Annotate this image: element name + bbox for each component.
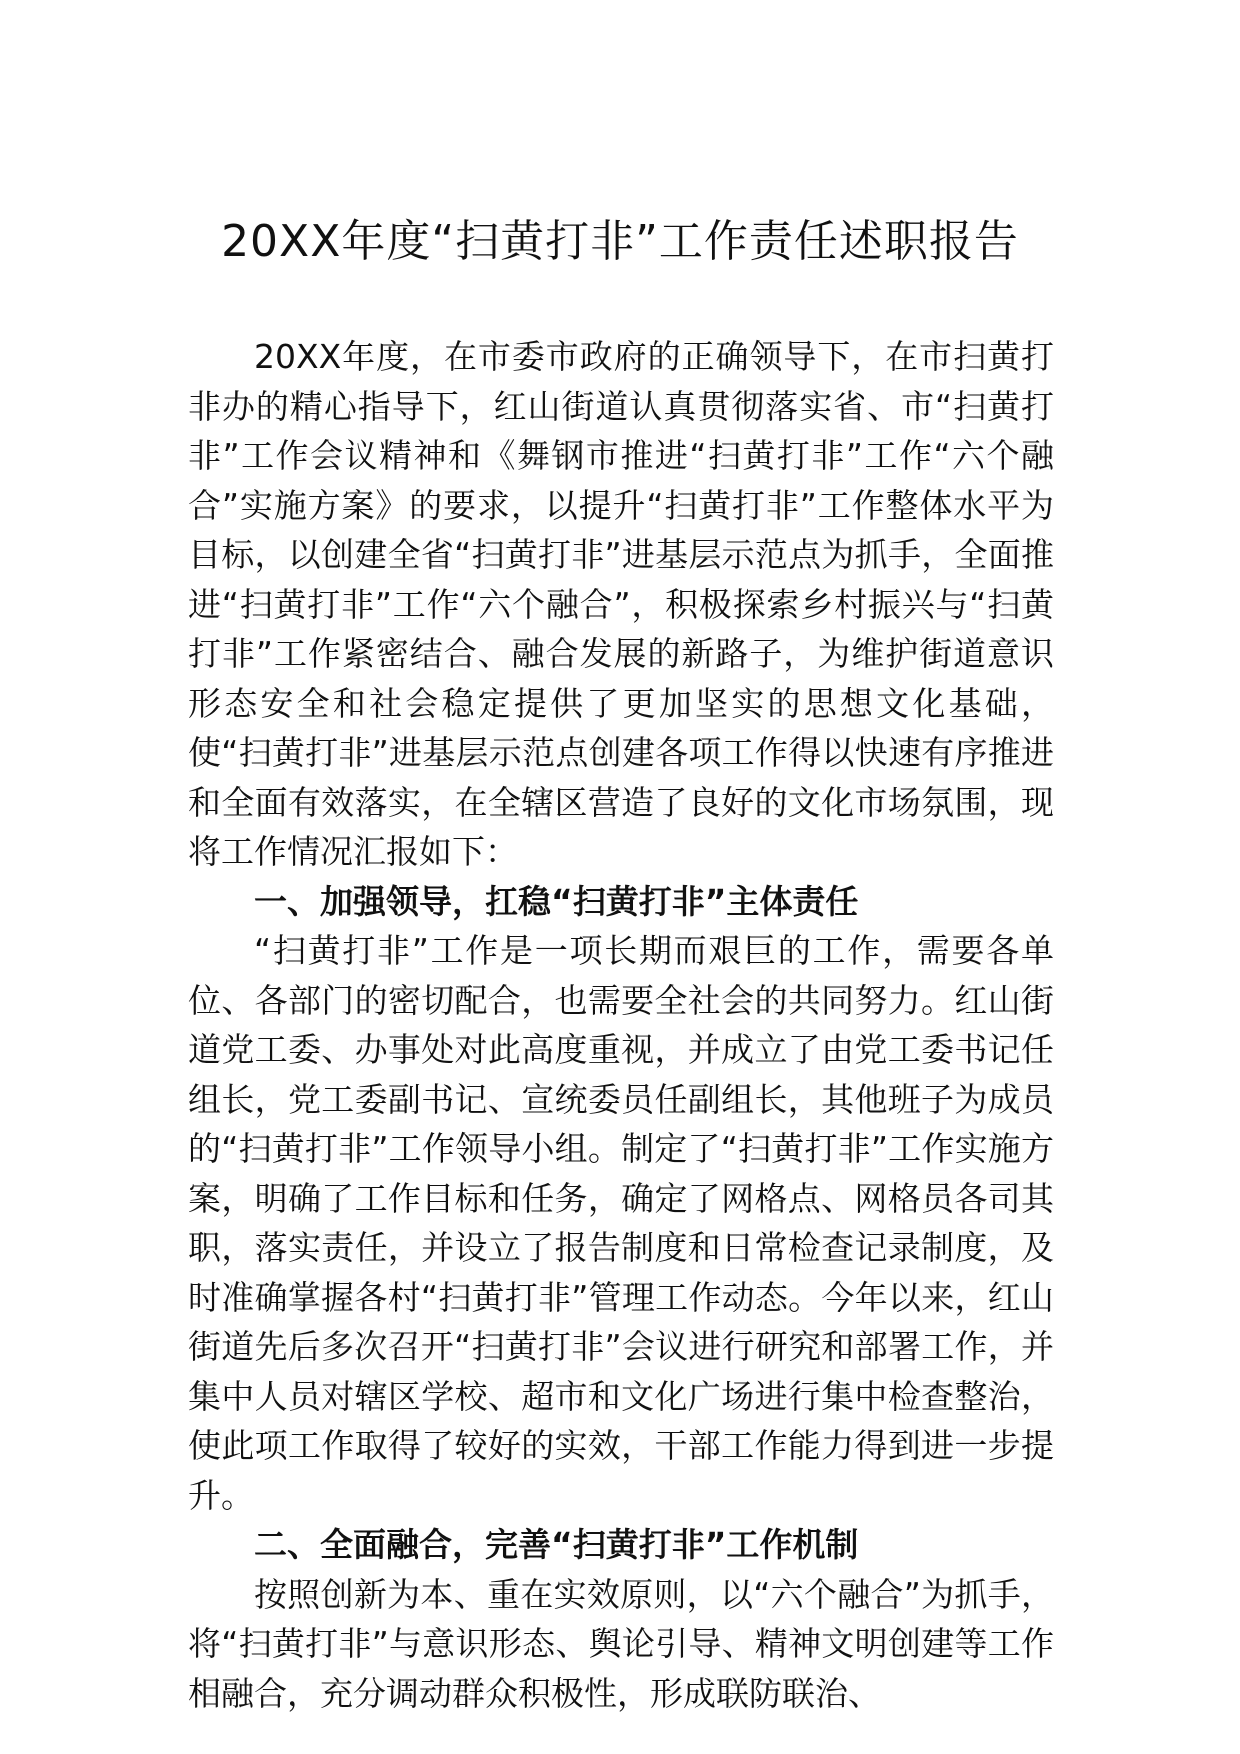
section-heading-2: 二、全面融合，完善“扫黄打非”工作机制 (254, 1525, 859, 1564)
intro-paragraph: 20XX年度，在市委市政府的正确领导下，在市扫黄打非办的精心指导下，红山街道认真贯彻落实省、市“扫黄打非”工作会议精神和《舞钢市推进“扫黄打非”工作“六个融合”实施方案》的要求，以提升“扫黄打非”工作整体水平为目标，以创建全省“扫黄打非”进基层示范点为抓手，全面推进“扫黄打非”工作“六个融合”，积极探索乡村振兴与“扫黄打非”工作紧密结合、融合发展的新路子，为维护街道意识形态安全和社会稳定提供了更加坚实的思想文化基础，使“扫黄打非”进基层示范点创建各项工作得以快速有序推进和全面有效落实，在全辖区营造了良好的文化市场氛围，现将工作情况汇报如下： (188, 337, 1054, 871)
section-1-paragraph: “扫黄打非”工作是一项长期而艰巨的工作，需要各单位、各部门的密切配合，也需要全社会的共同努力。红山街道党工委、办事处对此高度重视，并成立了由党工委书记任组长，党工委副书记、宣统委员任副组长，其他班子为成员的“扫黄打非”工作领导小组。制定了“扫黄打非”工作实施方案，明确了工作目标和任务，确定了网格点、网格员各司其职，落实责任，并设立了报告制度和日常检查记录制度，及时准确掌握各村“扫黄打非”管理工作动态。今年以来，红山街道先后多次召开“扫黄打非”会议进行研究和部署工作，并集中人员对辖区学校、超市和文化广场进行集中检查整治，使此项工作取得了较好的实效，干部工作能力得到进一步提升。 (188, 931, 1054, 1515)
document-title: 20XX年度“扫黄打非”工作责任述职报告 (221, 216, 1019, 267)
document-body (188, 332, 1054, 1718)
section-2-paragraph: 按照创新为本、重在实效原则，以“六个融合”为抓手，将“扫黄打非”与意识形态、舆论引导、精神文明创建等工作相融合，充分调动群众积极性，形成联防联治、 (188, 1574, 1054, 1713)
section-heading-1: 一、加强领导，扛稳“扫黄打非”主体责任 (254, 881, 859, 921)
